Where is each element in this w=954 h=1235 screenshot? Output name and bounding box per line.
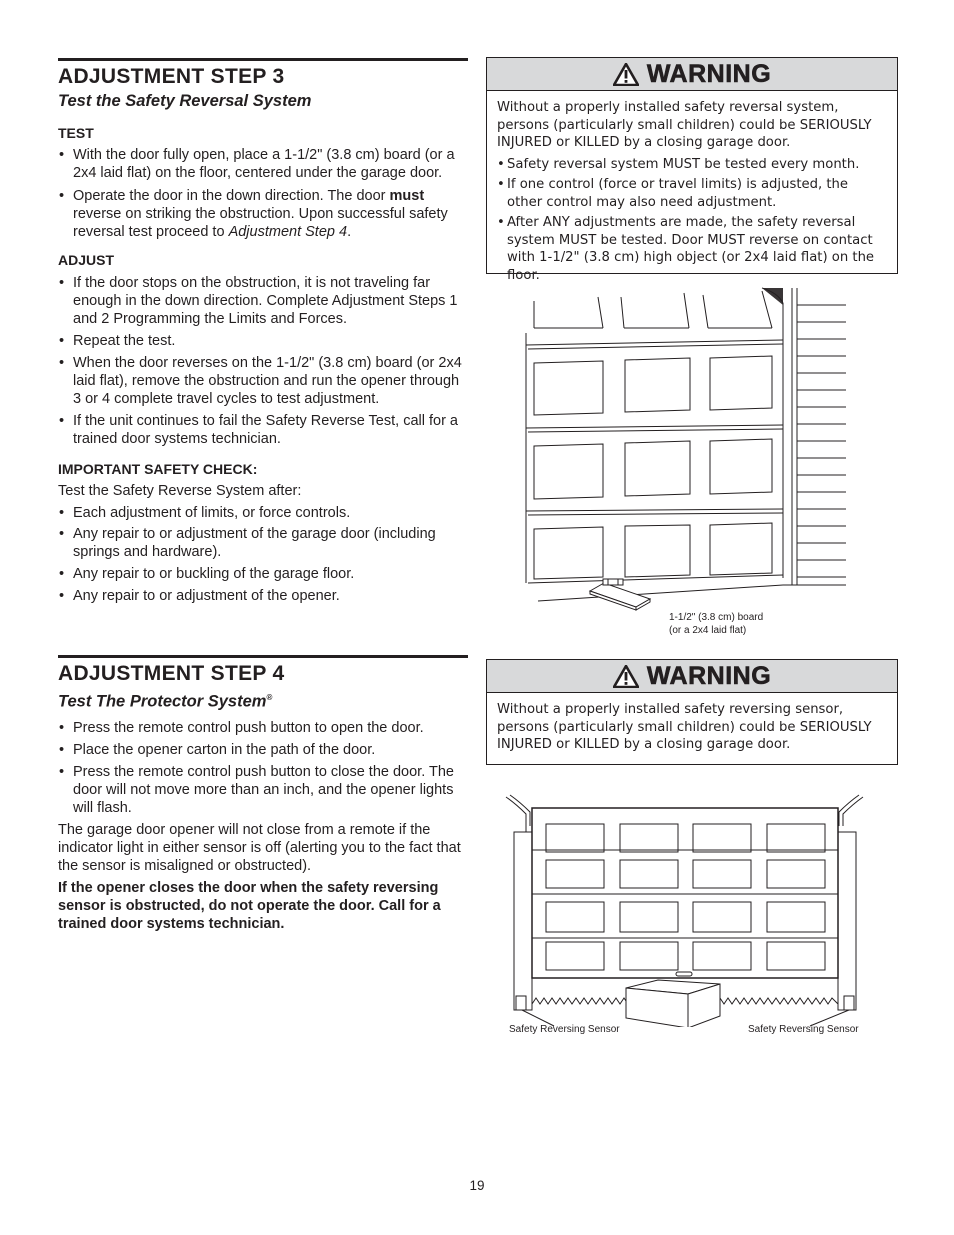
adjustment-step-4 (58, 655, 468, 933)
list-item: • After ANY adjustments are made, the safety reversal system MUST be tested. Door MUST reverse on contact with 1-1/2" (3.8 cm) high object (or 2x4 laid flat) on the floor. (497, 214, 887, 284)
warning-intro: Without a properly installed safety reversal system, persons (particularly small children) could be SERIOUSLY INJURED or KILLED by a closing garage door. (497, 100, 872, 150)
list-item: • Each adjustment of limits, or force controls. (58, 504, 468, 522)
warning-title: WARNING (646, 59, 772, 88)
list-item: • With the door fully open, place a 1-1/2" (3.8 cm) board (or a 2x4 laid flat) on the floor, centered under the garage door. (58, 146, 468, 182)
list-item: • If the door stops on the obstruction, it is not traveling far enough in the down direction. Complete Adjustment Steps 1 and 2 Programming the Limits and Forces. (58, 274, 468, 328)
step-3-subtitle: Test the Safety Reversal System (58, 92, 312, 110)
list-item: • Any repair to or buckling of the garage floor. (58, 565, 468, 583)
warning-box-2 (486, 659, 898, 765)
list-item: • Safety reversal system MUST be tested every month. (497, 156, 887, 174)
step-4-subtitle: Test The Protector System® (58, 692, 273, 711)
test-heading: TEST (58, 125, 94, 141)
warning-header (487, 58, 897, 91)
adjust-list (58, 274, 468, 448)
list-item: • Any repair to or adjustment of the opener. (58, 587, 468, 605)
warning-body (487, 693, 897, 762)
warning-list (497, 156, 887, 285)
list-item: • Press the remote control push button to open the door. (58, 719, 468, 737)
warning-title: WARNING (646, 661, 772, 690)
warning-triangle-icon (613, 665, 639, 688)
safety-check-list (58, 504, 468, 605)
step-4-bold-paragraph: If the opener closes the door when the safety reversing sensor is obstructed, do not operate the door. Call for a trained door systems technician. (58, 879, 441, 932)
warning-body (487, 91, 897, 292)
board-caption: 1-1/2" (3.8 cm) board (or a 2x4 laid flat) (669, 612, 764, 636)
list-item: • Operate the door in the down direction. The door must reverse on striking the obstruction. Upon successful safety reversal test proceed to Adjustment Step 4. (58, 187, 468, 241)
test-list (58, 146, 468, 241)
safety-check-intro: Test the Safety Reverse System after: (58, 483, 302, 499)
right-sensor-caption: Safety Reversing Sensor (748, 1024, 859, 1035)
step-4-title: ADJUSTMENT STEP 4 (58, 662, 285, 685)
warning-intro: Without a properly installed safety reversing sensor, persons (particularly small children) could be SERIOUSLY INJURED or KILLED by a closing garage door. (497, 702, 872, 752)
warning-triangle-icon (613, 63, 639, 86)
list-item: • When the door reverses on the 1-1/2" (3.8 cm) board (or 2x4 laid flat), remove the obstruction and run the opener through 3 or 4 complete travel cycles to test adjustment. (58, 354, 468, 408)
section-rule (58, 655, 468, 658)
step-4-list (58, 719, 468, 817)
adjustment-step-3 (58, 58, 468, 605)
garage-door-sensor-illustration (504, 792, 874, 1027)
list-item: • If the unit continues to fail the Safety Reverse Test, call for a trained door systems technician. (58, 412, 468, 448)
left-sensor-caption: Safety Reversing Sensor (509, 1024, 620, 1035)
list-item: • If one control (force or travel limits) is adjusted, the other control may also need adjustment. (497, 176, 887, 211)
warning-header (487, 660, 897, 693)
list-item: • Press the remote control push button to close the door. The door will not move more than an inch, and the opener lights will flash. (58, 763, 468, 817)
list-item: • Any repair to or adjustment of the garage door (including springs and hardware). (58, 525, 468, 561)
step-3-title: ADJUSTMENT STEP 3 (58, 65, 285, 88)
section-rule (58, 58, 468, 61)
list-item: • Place the opener carton in the path of the door. (58, 741, 468, 759)
garage-door-board-illustration (500, 283, 860, 643)
list-item: • Repeat the test. (58, 332, 468, 350)
warning-box-1 (486, 57, 898, 283)
adjust-heading: ADJUST (58, 252, 115, 268)
safety-check-heading: IMPORTANT SAFETY CHECK: (58, 461, 258, 477)
step-4-paragraph: The garage door opener will not close from a remote if the indicator light in either sensor is off (alerting you to the fact that the sensor is misaligned or obstructed). (58, 821, 461, 874)
page-number: 19 (469, 1178, 485, 1193)
